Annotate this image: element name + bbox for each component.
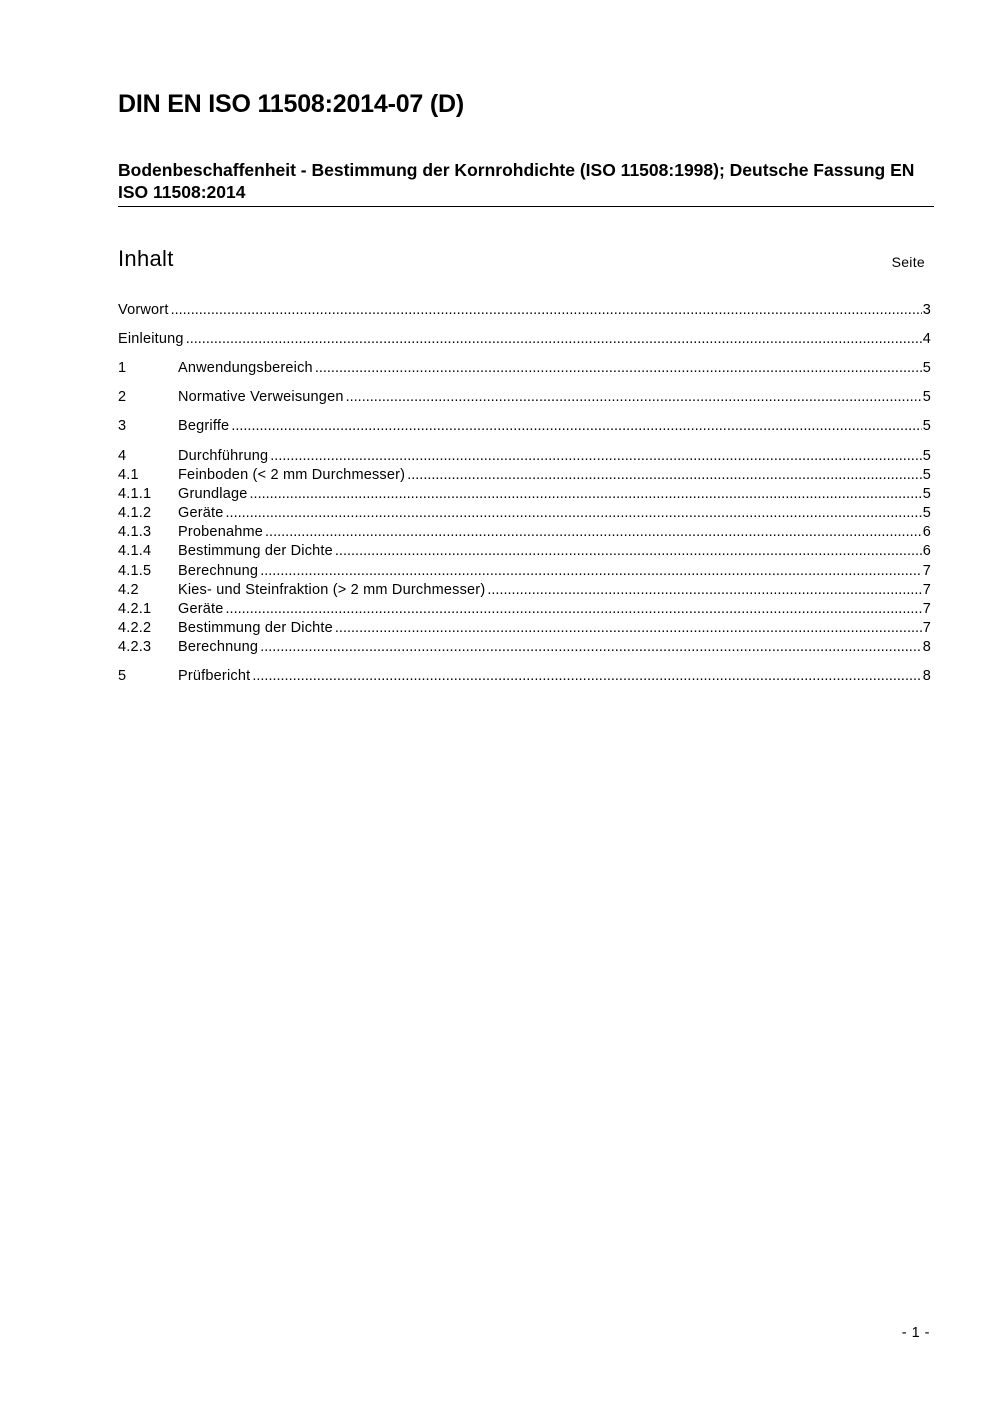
toc-leader-dots — [252, 667, 921, 686]
toc-entry-vorwort[interactable] — [118, 301, 931, 320]
toc-leader-dots — [226, 504, 922, 523]
toc-entry-3[interactable] — [118, 417, 931, 436]
toc-leader-dots — [260, 562, 922, 581]
toc-entry-number: 1 — [118, 360, 127, 376]
toc-entry-page: 5 — [922, 418, 931, 434]
toc-entry-label: Einleitung — [118, 331, 184, 347]
toc-entry-page: 6 — [922, 543, 931, 559]
toc-entry-label: Bestimmung der Dichte — [178, 543, 333, 559]
toc-leader-dots — [231, 417, 921, 436]
toc-leader-dots — [270, 447, 921, 466]
toc-entry-4-1-5[interactable] — [118, 562, 931, 581]
toc-entry-page: 7 — [922, 601, 931, 617]
toc-leader-dots — [407, 466, 922, 485]
toc-entry-label: Grundlage — [178, 486, 248, 502]
toc-entry-4-1-3[interactable] — [118, 523, 931, 542]
toc-entry-label: Vorwort — [118, 302, 169, 318]
toc-entry-number: 4.1 — [118, 467, 139, 483]
toc-entry-4-1-4[interactable] — [118, 542, 931, 561]
toc-leader-dots — [226, 600, 922, 619]
toc-entry-4[interactable] — [118, 447, 931, 466]
toc-leader-dots — [186, 330, 922, 349]
toc-entry-page: 5 — [922, 467, 931, 483]
toc-entry-page: 5 — [922, 486, 931, 502]
toc-entry-label: Durchführung — [178, 448, 269, 464]
toc-leader-dots — [260, 638, 922, 657]
toc-entry-page: 3 — [922, 302, 931, 318]
toc-entry-number: 4.2.2 — [118, 620, 152, 636]
toc-entry-page: 7 — [922, 563, 931, 579]
document-subtitle: Bodenbeschaffenheit - Bestimmung der Kornrohdichte (ISO 11508:1998); Deutsche Fassung EN ISO 11508:2014 — [118, 160, 915, 202]
toc-entry-page: 5 — [922, 389, 931, 405]
toc-entry-number: 4.2.1 — [118, 601, 152, 617]
toc-page-column-header: Seite — [891, 254, 925, 270]
toc-entry-label: Geräte — [178, 505, 224, 521]
toc-entry-number: 5 — [118, 668, 127, 684]
toc-entry-page: 5 — [922, 448, 931, 464]
toc-entry-page: 6 — [922, 524, 931, 540]
toc-entry-page: 7 — [922, 582, 931, 598]
toc-entry-number: 2 — [118, 389, 127, 405]
toc-entry-label: Probenahme — [178, 524, 264, 540]
toc-entry-number: 4.1.5 — [118, 563, 152, 579]
toc-leader-dots — [171, 301, 922, 320]
toc-leader-dots — [487, 581, 921, 600]
toc-entry-page: 8 — [922, 639, 931, 655]
toc-entry-number: 4.1.2 — [118, 505, 152, 521]
toc-entry-number: 4.1.4 — [118, 543, 152, 559]
toc-entry-label: Berechnung — [178, 563, 259, 579]
toc-leader-dots — [346, 388, 922, 407]
toc-entry-label: Kies- und Steinfraktion (> 2 mm Durchmesser) — [178, 582, 486, 598]
toc-entry-4-1[interactable] — [118, 466, 931, 485]
toc-entry-4-1-2[interactable] — [118, 504, 931, 523]
toc-entry-page: 5 — [922, 505, 931, 521]
toc-entry-1[interactable] — [118, 359, 931, 378]
toc-entry-number: 4.1.3 — [118, 524, 152, 540]
toc-entry-label: Begriffe — [178, 418, 230, 434]
toc-entry-label: Prüfbericht — [178, 668, 251, 684]
toc-entry-label: Anwendungsbereich — [178, 360, 313, 376]
toc-entry-2[interactable] — [118, 388, 931, 407]
toc-entry-number: 4.2.3 — [118, 639, 152, 655]
toc-entry-4-2-3[interactable] — [118, 638, 931, 657]
document-title: DIN EN ISO 11508:2014-07 (D) — [118, 90, 464, 118]
toc-entry-4-2-1[interactable] — [118, 600, 931, 619]
toc-entry-label: Geräte — [178, 601, 224, 617]
toc-entry-4-2[interactable] — [118, 581, 931, 600]
toc-entry-einleitung[interactable] — [118, 330, 931, 349]
toc-leader-dots — [250, 485, 922, 504]
toc-entry-number: 4 — [118, 448, 127, 464]
toc-entry-label: Normative Verweisungen — [178, 389, 344, 405]
toc-entry-number: 4.1.1 — [118, 486, 152, 502]
toc-entry-page: 8 — [922, 668, 931, 684]
toc-entry-page: 4 — [922, 331, 931, 347]
toc-leader-dots — [315, 359, 922, 378]
toc-entry-label: Feinboden (< 2 mm Durchmesser) — [178, 467, 406, 483]
title-divider — [118, 206, 934, 207]
toc-leader-dots — [335, 619, 922, 638]
toc-entry-4-1-1[interactable] — [118, 485, 931, 504]
toc-leader-dots — [265, 523, 922, 542]
toc-entry-number: 4.2 — [118, 582, 139, 598]
toc-leader-dots — [335, 542, 922, 561]
page-number: - 1 - — [901, 1325, 930, 1341]
toc-entry-label: Bestimmung der Dichte — [178, 620, 333, 636]
toc-entry-number: 3 — [118, 418, 127, 434]
toc-heading: Inhalt — [118, 246, 174, 271]
toc-entry-4-2-2[interactable] — [118, 619, 931, 638]
toc-entry-page: 5 — [922, 360, 931, 376]
toc-entry-label: Berechnung — [178, 639, 259, 655]
toc-entry-5[interactable] — [118, 667, 931, 686]
toc-entry-page: 7 — [922, 620, 931, 636]
